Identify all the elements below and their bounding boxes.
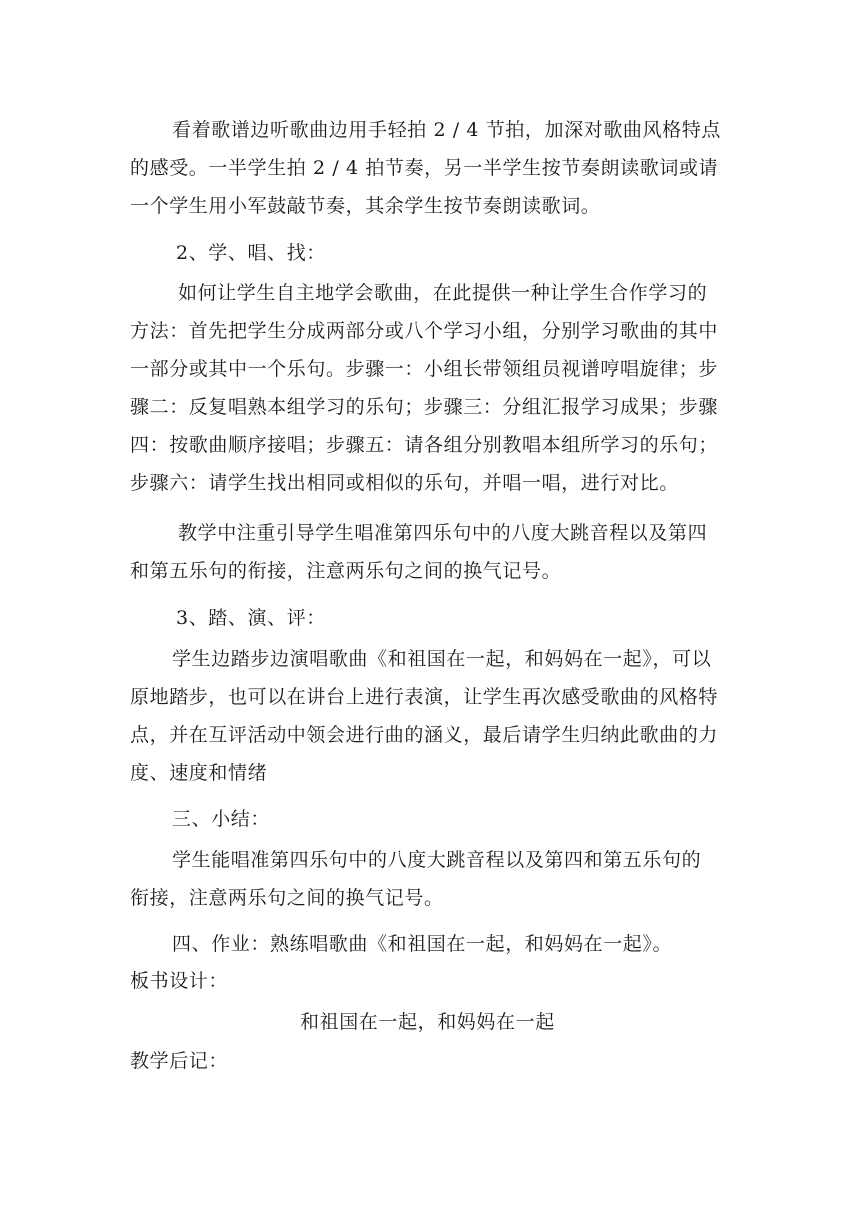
paragraph-line: 衔接，注意两乐句之间的换气记号。 [130,887,444,909]
paragraph-line: 方法：首先把学生分成两部分或八个学习小组，分别学习歌曲的其中 [130,320,719,342]
paragraph-line: 步骤六：请学生找出相同或相似的乐句，并唱一唱，进行对比。 [130,472,679,494]
paragraph-line: 原地踏步，也可以在讲台上进行表演，让学生再次感受歌曲的风格特 [130,686,719,708]
paragraph-line: 学生能唱准第四乐句中的八度大跳音程以及第四和第五乐句的 [172,849,702,871]
teaching-notes-label: 教学后记： [130,1050,229,1072]
paragraph-line: 一部分或其中一个乐句。步骤一：小组长带领组员视谱哼唱旋律；步 [130,358,719,380]
paragraph-line: 一个学生用小军鼓敲节奏，其余学生按节奏朗读歌词。 [130,195,601,217]
paragraph-line: 骤二：反复唱熟本组学习的乐句；步骤三：分组汇报学习成果；步骤 [130,396,719,418]
homework-line: 四、作业：熟练唱歌曲《和祖国在一起，和妈妈在一起》。 [172,933,673,955]
board-design-label: 板书设计： [130,970,229,992]
paragraph-line: 和第五乐句的衔接，注意两乐句之间的换气记号。 [130,560,562,582]
paragraph-line: 的感受。一半学生拍 2 / 4 拍节奏，另一半学生按节奏朗读歌词或请 [130,157,719,179]
board-design-title: 和祖国在一起，和妈妈在一起 [300,1011,555,1033]
paragraph-line: 教学中注重引导学生唱准第四乐句中的八度大跳音程以及第四 [178,522,708,544]
paragraph-line: 学生边踏步边演唱歌曲《和祖国在一起，和妈妈在一起》，可以 [172,648,712,670]
paragraph-line: 如何让学生自主地学会歌曲，在此提供一种让学生合作学习的 [178,282,708,304]
paragraph-line: 看着歌谱边听歌曲边用手轻拍 2 / 4 节拍，加深对歌曲风格特点 [172,119,721,141]
section-heading: 3、踏、演、评： [176,607,326,629]
paragraph-line: 四：按歌曲顺序接唱；步骤五：请各组分别教唱本组所学习的乐句； [130,434,719,456]
section-heading: 2、学、唱、找： [176,242,326,264]
paragraph-line: 点，并在互评活动中领会进行曲的涵义，最后请学生归纳此歌曲的力 [130,724,719,746]
section-heading: 三、小结： [172,808,271,830]
paragraph-line: 度、速度和情绪 [130,762,268,784]
